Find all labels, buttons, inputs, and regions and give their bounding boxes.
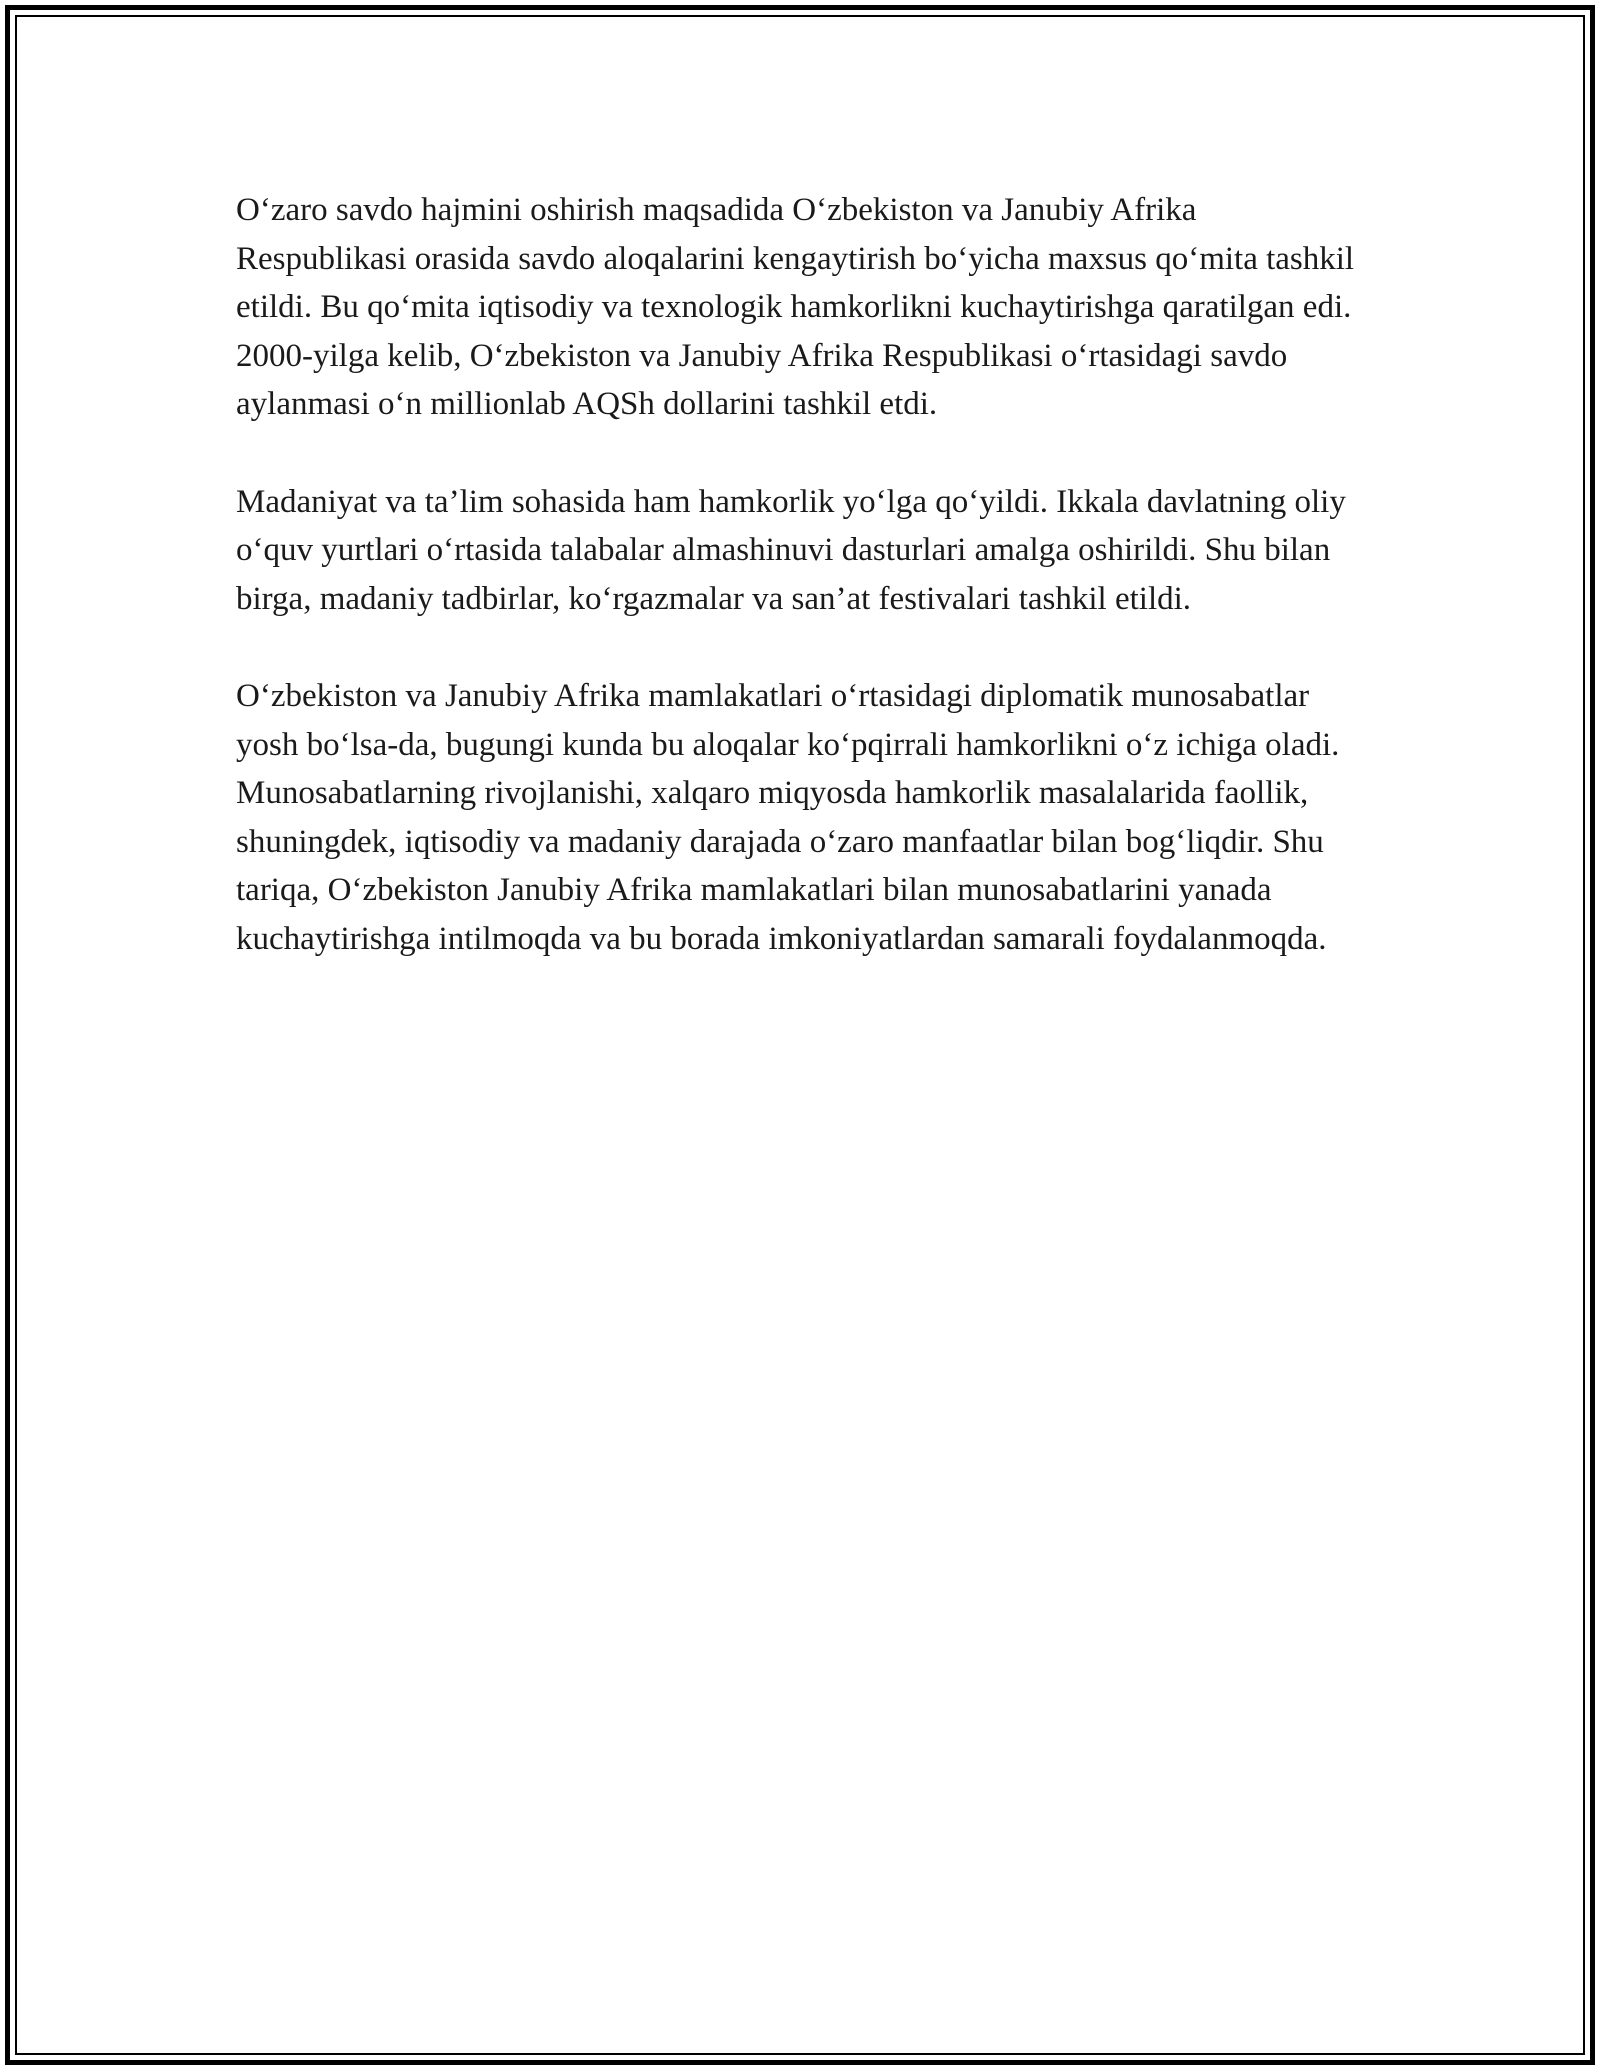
paragraph-culture-education: Madaniyat va ta’lim sohasida ham hamkorlik yo‘lga qo‘yildi. Ikkala davlatning oliy o‘quv yurtlari o‘rtasida talabalar almashinuvi dasturlari amalga oshirildi. Shu bilan birga, madaniy tadbirlar, ko‘rgazmalar va san’at festivalari tashkil etildi. [236,483,1346,617]
paragraph-trade: O‘zaro savdo hajmini oshirish maqsadida O‘zbekiston va Janubiy Afrika Respublikasi orasida savdo aloqalarini kengaytirish bo‘yicha maxsus qo‘mita tashkil etildi. Bu qo‘mita iqtisodiy va texnologik hamkorlikni kuchaytirishga qaratilgan edi. 2000-yilga kelib, O‘zbekiston va Janubiy Afrika Respublikasi o‘rtasidagi savdo aylanmasi o‘n millionlab AQSh dollarini tashkil etdi. [236,192,1355,423]
paragraph-diplomatic-relations: O‘zbekiston va Janubiy Afrika mamlakatlari o‘rtasidagi diplomatik munosabatlar yosh bo‘lsa-da, bugungi kunda bu aloqalar ko‘pqirrali hamkorlikni o‘z ichiga oladi. Munosabatlarning rivojlanishi, xalqaro miqyosda hamkorlik masalalarida faollik, shuningdek, iqtisodiy va madaniy darajada o‘zaro manfaatlar bilan bog‘liqdir. Shu tariqa, O‘zbekiston Janubiy Afrika mamlakatlari bilan munosabatlarini yanada kuchaytirishga intilmoqda va bu borada imkoniyatlardan samarali foydalanmoqda. [236,677,1340,957]
document-body [236,186,1366,964]
